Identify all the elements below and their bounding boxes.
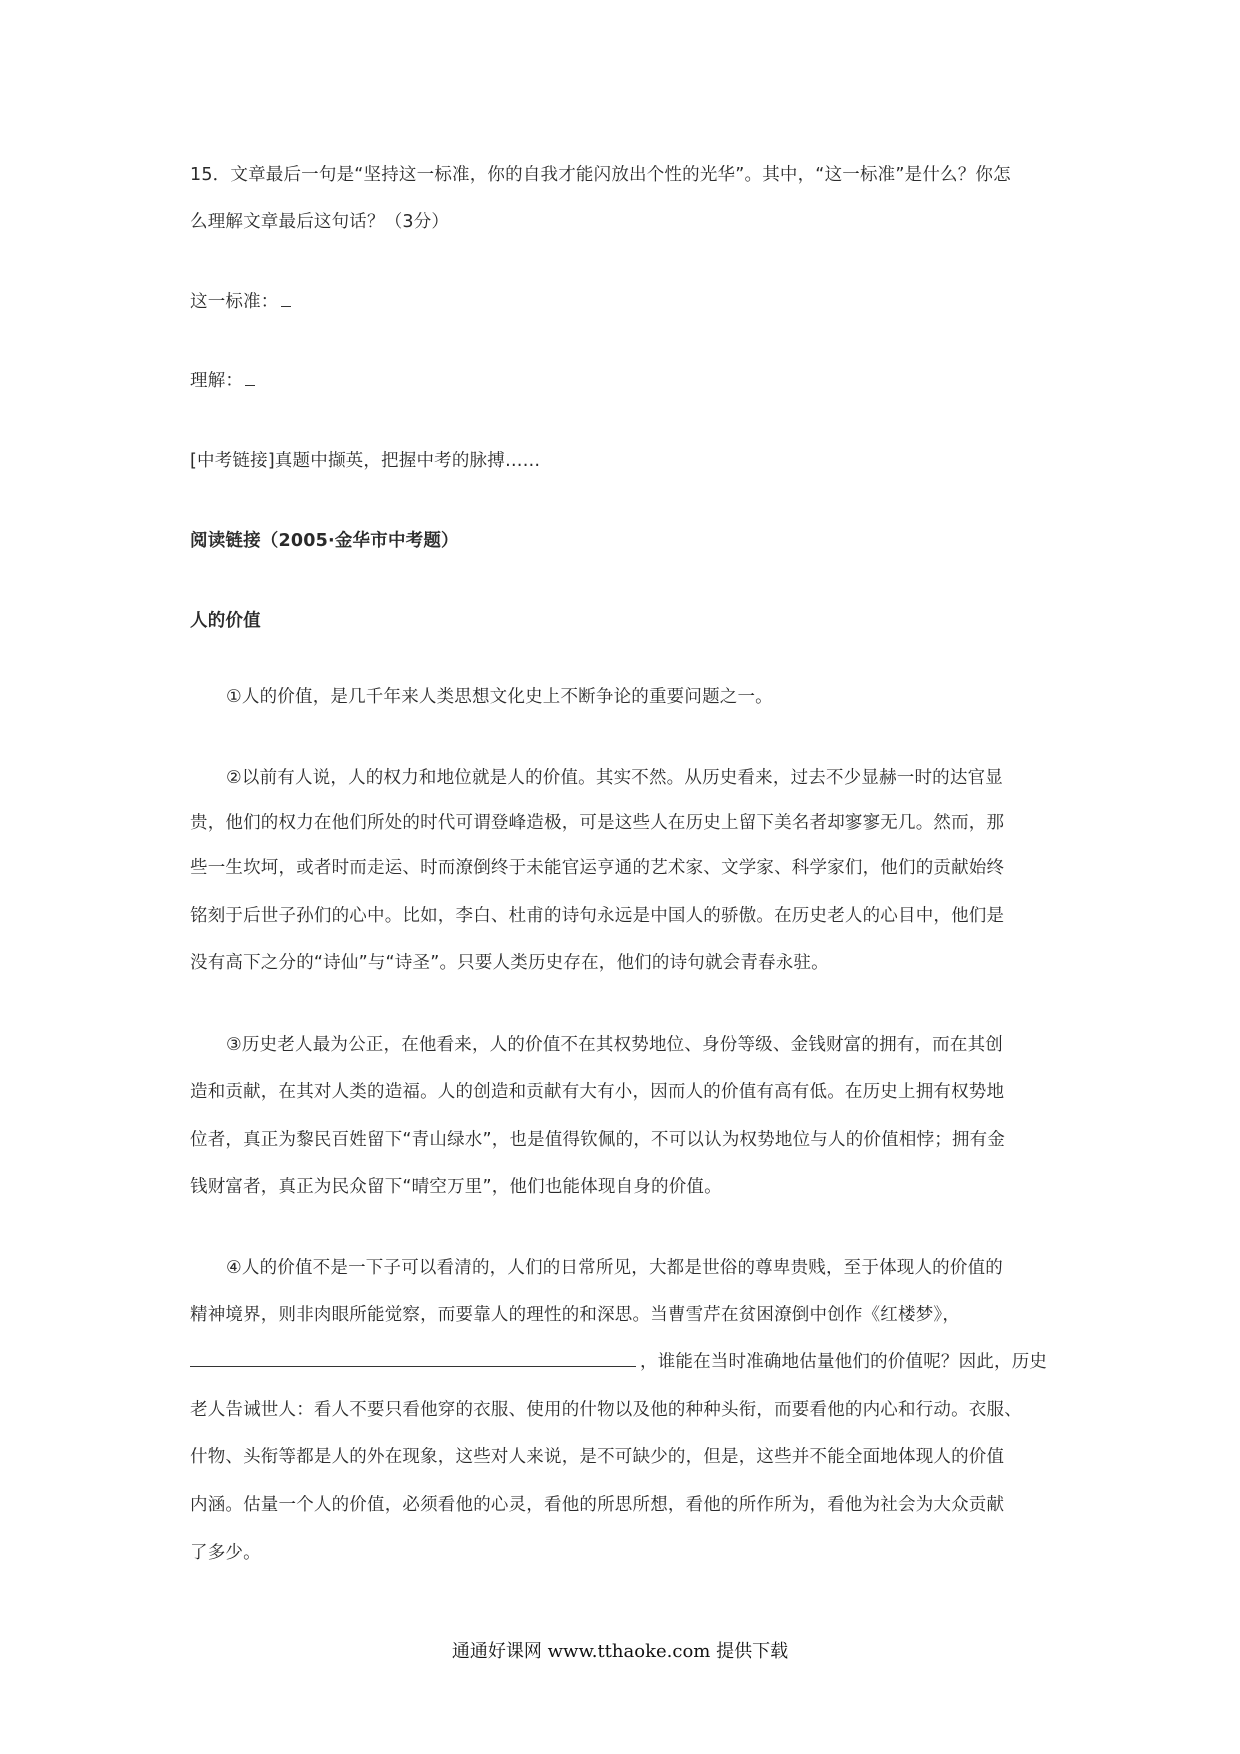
fill-in-blank[interactable]	[190, 1366, 636, 1367]
paragraph-4-line-4: 老人告诫世人：看人不要只看他穿的衣服、使用的什物以及他的种种头衔，而要看他的内心和行动。衣服、	[190, 1400, 1022, 1420]
section-heading: 阅读链接（2005·金华市中考题）	[190, 531, 459, 551]
paragraph-2-line-2: 贵，他们的权力在他们所处的时代可谓登峰造极，可是这些人在历史上留下美名者却寥寥无几。然而，那	[190, 813, 1005, 833]
paragraph-4-line-2: 精神境界，则非肉眼所能觉察，而要靠人的理性的和深思。当曹雪芹在贫困潦倒中创作《红楼梦》，	[190, 1305, 961, 1325]
understanding-label: 理解：	[190, 371, 244, 391]
paragraph-2-line-1: ②以前有人说，人的权力和地位就是人的价值。其实不然。从历史看来，过去不少显赫一时的达官显	[226, 768, 1003, 788]
paragraph-4-line-6: 内涵。估量一个人的价值，必须看他的心灵，看他的所思所想，看他的所作所为，看他为社会为大众贡献	[190, 1495, 1005, 1515]
article-title: 人的价值	[190, 611, 261, 631]
question-15-line-2: 么理解文章最后这句话？（3分）	[190, 212, 450, 232]
paragraph-2-line-4: 铭刻于后世子孙们的心中。比如，李白、杜甫的诗句永远是中国人的骄傲。在历史老人的心目中，他们是	[190, 906, 1005, 926]
paragraph-4-line-3	[190, 1351, 1047, 1373]
paragraph-4-line-5: 什物、头衔等都是人的外在现象，这些对人来说，是不可缺少的，但是，这些并不能全面地体现人的价值	[190, 1447, 1005, 1467]
paragraph-3-line-4: 钱财富者，真正为民众留下“晴空万里”，他们也能体现自身的价值。	[190, 1177, 722, 1197]
paragraph-3-line-3: 位者，真正为黎民百姓留下“青山绿水”，也是值得钦佩的，不可以认为权势地位与人的价值相悖；拥有金	[190, 1130, 1006, 1150]
page-footer: 通通好课网 www.tthaoke.com 提供下载	[451, 1641, 789, 1662]
question-15-line-1: 15．文章最后一句是“坚持这一标准，你的自我才能闪放出个性的光华”。其中，“这一标准”是什么？你怎	[190, 165, 1011, 185]
paragraph-4-line-3-text: ，谁能在当时准确地估量他们的价值呢？因此，历史	[640, 1352, 1048, 1372]
exam-link-text: [中考链接]真题中撷英，把握中考的脉搏……	[190, 451, 541, 471]
paragraph-2-line-5: 没有高下之分的“诗仙”与“诗圣”。只要人类历史存在，他们的诗句就会青春永驻。	[190, 953, 829, 973]
paragraph-4-line-7: 了多少。	[190, 1543, 261, 1563]
understanding-answer-row	[190, 370, 255, 392]
standard-answer-blank[interactable]	[281, 306, 291, 307]
paragraph-2-line-3: 些一生坎坷，或者时而走运、时而潦倒终于未能官运亨通的艺术家、文学家、科学家们，他们的贡献始终	[190, 858, 1005, 878]
paragraph-4-line-1: ④人的价值不是一下子可以看清的，人们的日常所见，大都是世俗的尊卑贵贱，至于体现人的价值的	[226, 1258, 1003, 1278]
paragraph-1-line-1: ①人的价值，是几千年来人类思想文化史上不断争论的重要问题之一。	[226, 687, 773, 707]
paragraph-3-line-2: 造和贡献，在其对人类的造福。人的创造和贡献有大有小，因而人的价值有高有低。在历史上拥有权势地	[190, 1082, 1005, 1102]
paragraph-3-line-1: ③历史老人最为公正，在他看来，人的价值不在其权势地位、身份等级、金钱财富的拥有，而在其创	[226, 1035, 1003, 1055]
understanding-answer-blank[interactable]	[245, 385, 255, 386]
standard-label: 这一标准：	[190, 292, 279, 312]
standard-answer-row	[190, 291, 291, 313]
